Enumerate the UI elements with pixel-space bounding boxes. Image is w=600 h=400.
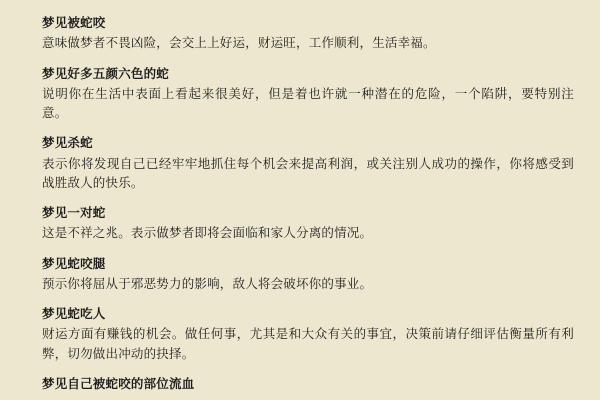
- entry-title: 梦见自己被蛇咬的部位流血: [42, 377, 195, 392]
- dream-entry: [42, 65, 574, 124]
- entry-title: 梦见好多五颜六色的蛇: [42, 66, 170, 81]
- entry-body: 说明你在生活中表面上看起来很美好，但是着也许就一种潜在的危险，一个陷阱，要特别注意。: [42, 86, 574, 120]
- entry-title: 梦见蛇吃人: [42, 307, 106, 322]
- dream-entry: [42, 14, 574, 54]
- dream-entry: [42, 255, 574, 295]
- dream-entry: [42, 134, 574, 193]
- entry-title: 梦见被蛇咬: [42, 16, 106, 30]
- entry-title: 梦见一对蛇: [42, 206, 106, 221]
- dream-entry: [42, 305, 574, 364]
- entry-body: 预示你将屈从于邪恶势力的影响，敌人将会破坏你的事业。: [42, 276, 373, 291]
- entry-body: 意味做梦者不畏凶险，会交上上好运，财运旺，工作顺利，生活幸福。: [42, 36, 436, 51]
- dream-entry: [42, 375, 574, 393]
- entry-title: 梦见蛇咬腿: [42, 256, 106, 271]
- entry-body: 表示你将发现自己已经牢牢地抓住每个机会来提高利润，或关注别人成功的操作，你将感受到战胜敌人的快乐。: [42, 156, 574, 190]
- entry-body: 财运方面有赚钱的机会。做任何事，尤其是和大众有关的事宜，决策前请仔细评估衡量所有利弊，切勿做出冲动的抉择。: [42, 327, 574, 361]
- entry-title: 梦见杀蛇: [42, 136, 93, 151]
- dream-entry: [42, 204, 574, 244]
- entry-body: 这是不祥之兆。表示做梦者即将会面临和家人分离的情况。: [42, 226, 373, 241]
